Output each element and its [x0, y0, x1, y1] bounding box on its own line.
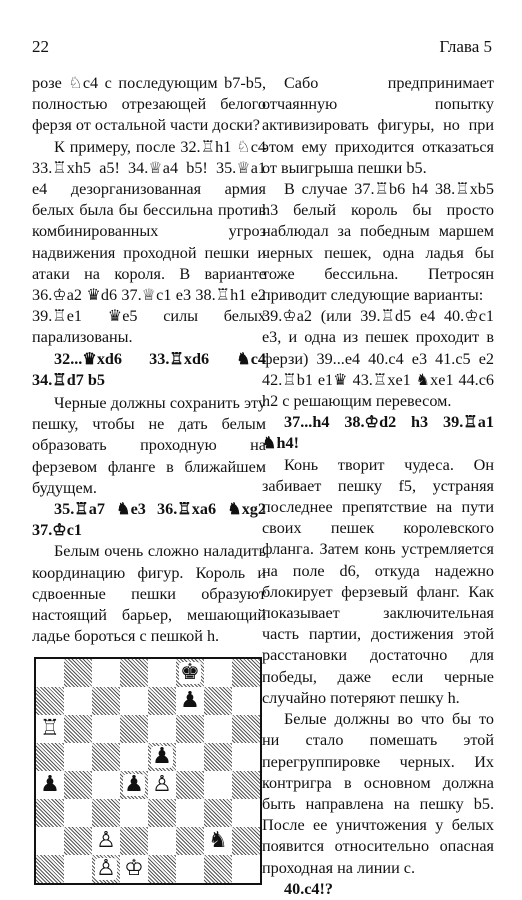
board-square [92, 715, 120, 743]
chess-piece: ♟ [124, 772, 144, 798]
right-column [262, 73, 494, 900]
board-square [148, 687, 176, 715]
board-square [176, 799, 204, 827]
paragraph: В случае 37.♖b6 h4 38.♖xb5 h3 белый король бы просто наблюдал за победным маршем черных пешек, одна ладья бы тоже бессильна. Петросян приводит следующие варианты: [262, 180, 494, 305]
board-square [120, 687, 148, 715]
paragraph: Сабо предпринимает отчаянную попытку активизировать фигуры, но при этом ему приходится отказаться от выигрыша пешки b5. [262, 74, 494, 177]
board-square [176, 743, 204, 771]
board-square [148, 855, 176, 883]
board-square [36, 827, 64, 855]
board-square [204, 827, 232, 855]
page-number: 22 [32, 37, 49, 56]
board-square [120, 715, 148, 743]
chess-piece: ♔ [124, 856, 144, 882]
board-square [92, 743, 120, 771]
board-square [92, 827, 120, 855]
board-square [148, 771, 176, 799]
board-square [148, 715, 176, 743]
paragraph: 39.♔a2 (или 39.♖d5 e4 40.♔c1 e3, и одна из пешек проходит в ферзи) 39...e4 40.c4 e3 41.c5 e2 42.♖b1 e1♛ 43.♖xe1 ♞xe1 44.c6 h2 с решающим перевесом. [262, 307, 494, 411]
board-square [176, 771, 204, 799]
board-square [64, 743, 92, 771]
move-line: 35.♖a7 ♞e3 36.♖xa6 ♞xg2 37.♔c1 [32, 500, 266, 540]
chess-piece: ♞ [208, 828, 228, 854]
board-square [120, 799, 148, 827]
board-square [64, 827, 92, 855]
board-square [148, 827, 176, 855]
board-square [64, 799, 92, 827]
chess-piece: ♖ [40, 716, 60, 742]
board-square [36, 771, 64, 799]
board-square [92, 799, 120, 827]
chess-piece: ♙ [152, 772, 172, 798]
board-square [120, 743, 148, 771]
board-square [176, 855, 204, 883]
board-square [120, 827, 148, 855]
board-square [232, 715, 260, 743]
chess-board [34, 657, 262, 885]
chess-piece: ♟ [40, 772, 60, 798]
move-line: 37...h4 38.♔d2 h3 39.♖a1 ♞h4! [262, 413, 494, 453]
chess-piece: ♙ [96, 856, 116, 882]
board-square [36, 799, 64, 827]
board-square [232, 855, 260, 883]
board-square [120, 855, 148, 883]
board-square [232, 687, 260, 715]
board-square [176, 827, 204, 855]
board-square [204, 855, 232, 883]
board-square [36, 715, 64, 743]
paragraph: Белые должны во что бы то ни стало помешать этой перегруппировке черных. Их контригра в основном должна быть направлена на пешку b5. После ее уничтожения у белых появится относительно опасная проходная на линии c. [262, 710, 494, 877]
board-square [204, 715, 232, 743]
paragraph: К примеру, после 32.♖h1 ♘c4 33.♖xh5 a5! 34.♕a4 b5! 35.♕a1 e4 дезорганизованная армия белых была бы бессильна против комбинированных угроз надвижения проходной пешки и атаки на короля. В варианте 36.♔a2 ♛d6 37.♕c1 e3 38.♖h1 e2 39.♖e1 ♛e5 силы белых парализованы. [32, 137, 266, 347]
chess-piece: ♙ [96, 828, 116, 854]
left-column [32, 73, 266, 885]
board-square [64, 715, 92, 743]
board-square [92, 855, 120, 883]
paragraph: Конь творит чудеса. Он забивает пешку f5, устраняя последнее препятствие на пути своих пешек королевского фланга. Затем конь устремляется на поле d6, откуда надежно блокирует ферзевый фланг. Как показывает заключительная часть партии, достижения этой расстановки достаточно для победы, даже если черные случайно потеряют пешку h. [262, 455, 494, 707]
paragraph: розе ♘c4 с последующим b7-b5, полностью отрезающей белого ферзя от остальной части доски? [32, 74, 266, 135]
board-square [204, 687, 232, 715]
chess-piece: ♟ [152, 744, 172, 770]
paragraph: Черные должны сохранить эту пешку, чтобы не дать белым образовать проходную на ферзевом фланге в ближайшем будущем. [32, 394, 266, 497]
board-square [232, 771, 260, 799]
board-square [148, 659, 176, 687]
board-square [204, 771, 232, 799]
board-square [204, 659, 232, 687]
board-square [120, 771, 148, 799]
move-line: 40.c4!? [284, 879, 333, 898]
board-square [176, 659, 204, 687]
board-square [64, 687, 92, 715]
board-square [36, 743, 64, 771]
paragraph: Белым очень сложно наладить координацию фигур. Король и сдвоенные пешки образуют настоящий барьер, мешающий ладье бороться с пешкой h. [32, 542, 266, 646]
board-square [204, 799, 232, 827]
board-square [120, 659, 148, 687]
board-square [64, 771, 92, 799]
chess-piece: ♟ [180, 688, 200, 714]
board-square [64, 659, 92, 687]
board-square [64, 855, 92, 883]
move-line: 32...♛xd6 33.♖xd6 ♞c4 34.♖d7 b5 [32, 349, 266, 389]
board-square [148, 799, 176, 827]
board-square [176, 687, 204, 715]
board-square [92, 771, 120, 799]
board-square [36, 855, 64, 883]
board-square [176, 715, 204, 743]
chess-diagram [34, 657, 266, 885]
board-square [232, 743, 260, 771]
chess-piece: ♚ [180, 660, 200, 686]
board-square [148, 743, 176, 771]
board-square [232, 827, 260, 855]
chapter-title: Глава 5 [439, 37, 492, 56]
board-square [232, 799, 260, 827]
board-square [204, 743, 232, 771]
board-square [92, 659, 120, 687]
board-square [36, 687, 64, 715]
board-square [232, 659, 260, 687]
board-square [36, 659, 64, 687]
board-square [92, 687, 120, 715]
